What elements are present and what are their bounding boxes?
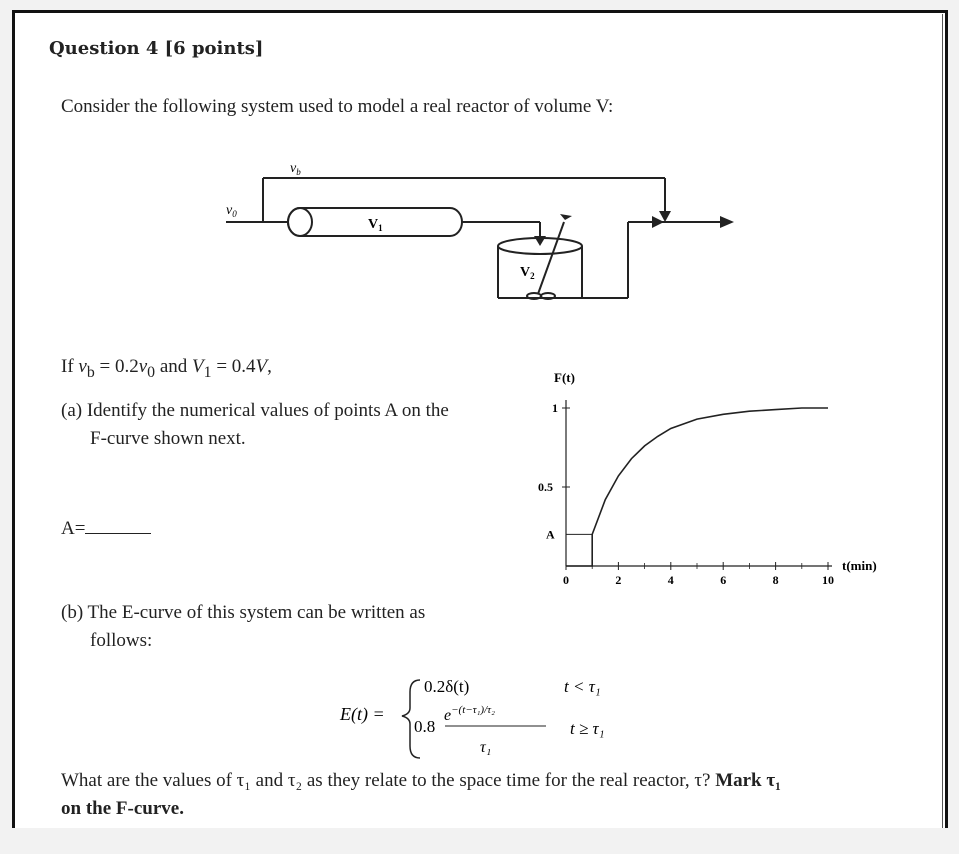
vb-label: $v_b$ (290, 161, 301, 177)
y-tick-label: 1 (552, 401, 558, 415)
closing-line1: What are the values of τ₁ and τ₂ as they relate to the space time for the real reactor, τ? Mark τ₁ (61, 770, 781, 791)
point-a-label: A (546, 527, 555, 542)
reactor-diagram (0, 0, 959, 340)
y-axis-label: F(t) (554, 370, 575, 385)
equation-lhs: E(t) = (340, 704, 385, 724)
x-tick-label: 4 (667, 573, 674, 587)
v0-label: $v_0$ (226, 203, 237, 219)
v2-label: $V_2$ (520, 265, 535, 281)
x-tick-label: 8 (772, 573, 779, 587)
question-title: Question 4 [6 points] (49, 38, 264, 59)
answer-a (61, 518, 151, 540)
x-tick-label: 10 (822, 573, 834, 587)
intro-text: Consider the following system used to model a real reactor of volume V: (61, 96, 614, 117)
equation-case2-num: $e^{-(t-\tau_1)/\tau_2}$ (444, 704, 495, 724)
closing-line2: on the F-curve. (61, 798, 184, 819)
equation-case1: 0.2δ(t) (424, 677, 470, 696)
mark-instruction: Mark τ₁ (715, 770, 781, 791)
equation-case2-den: τ₁ (480, 739, 492, 756)
answer-a-blank[interactable] (85, 519, 151, 534)
equation-cond2: t ≥ τ₁ (570, 719, 605, 738)
conditions-line: If $v_b = 0.2v_0$ and $V_1 = 0.4V$, (61, 356, 272, 381)
equation-cond1: t < τ₁ (564, 677, 601, 696)
v1-label: $V_1$ (368, 217, 383, 233)
y-tick-label: 0.5 (538, 480, 553, 494)
equation-case2-coef: 0.8 (414, 717, 436, 736)
x-axis-label: t(min) (842, 558, 877, 573)
part-a-line1: (a) Identify the numerical values of points A on the (61, 400, 449, 421)
answer-a-label: A= (61, 518, 86, 539)
part-a-line2: F-curve shown next. (90, 428, 246, 449)
x-tick-label: 6 (720, 573, 727, 587)
x-tick-label: 2 (615, 573, 622, 587)
footer-bar (0, 829, 959, 854)
x-tick-label: 0 (563, 573, 569, 587)
e-curve-equation (330, 668, 650, 768)
part-b-line1: (b) The E-curve of this system can be written as (61, 602, 426, 623)
part-b-line2: follows: (90, 630, 153, 651)
f-curve-line (566, 408, 828, 566)
f-curve-chart (520, 360, 910, 610)
